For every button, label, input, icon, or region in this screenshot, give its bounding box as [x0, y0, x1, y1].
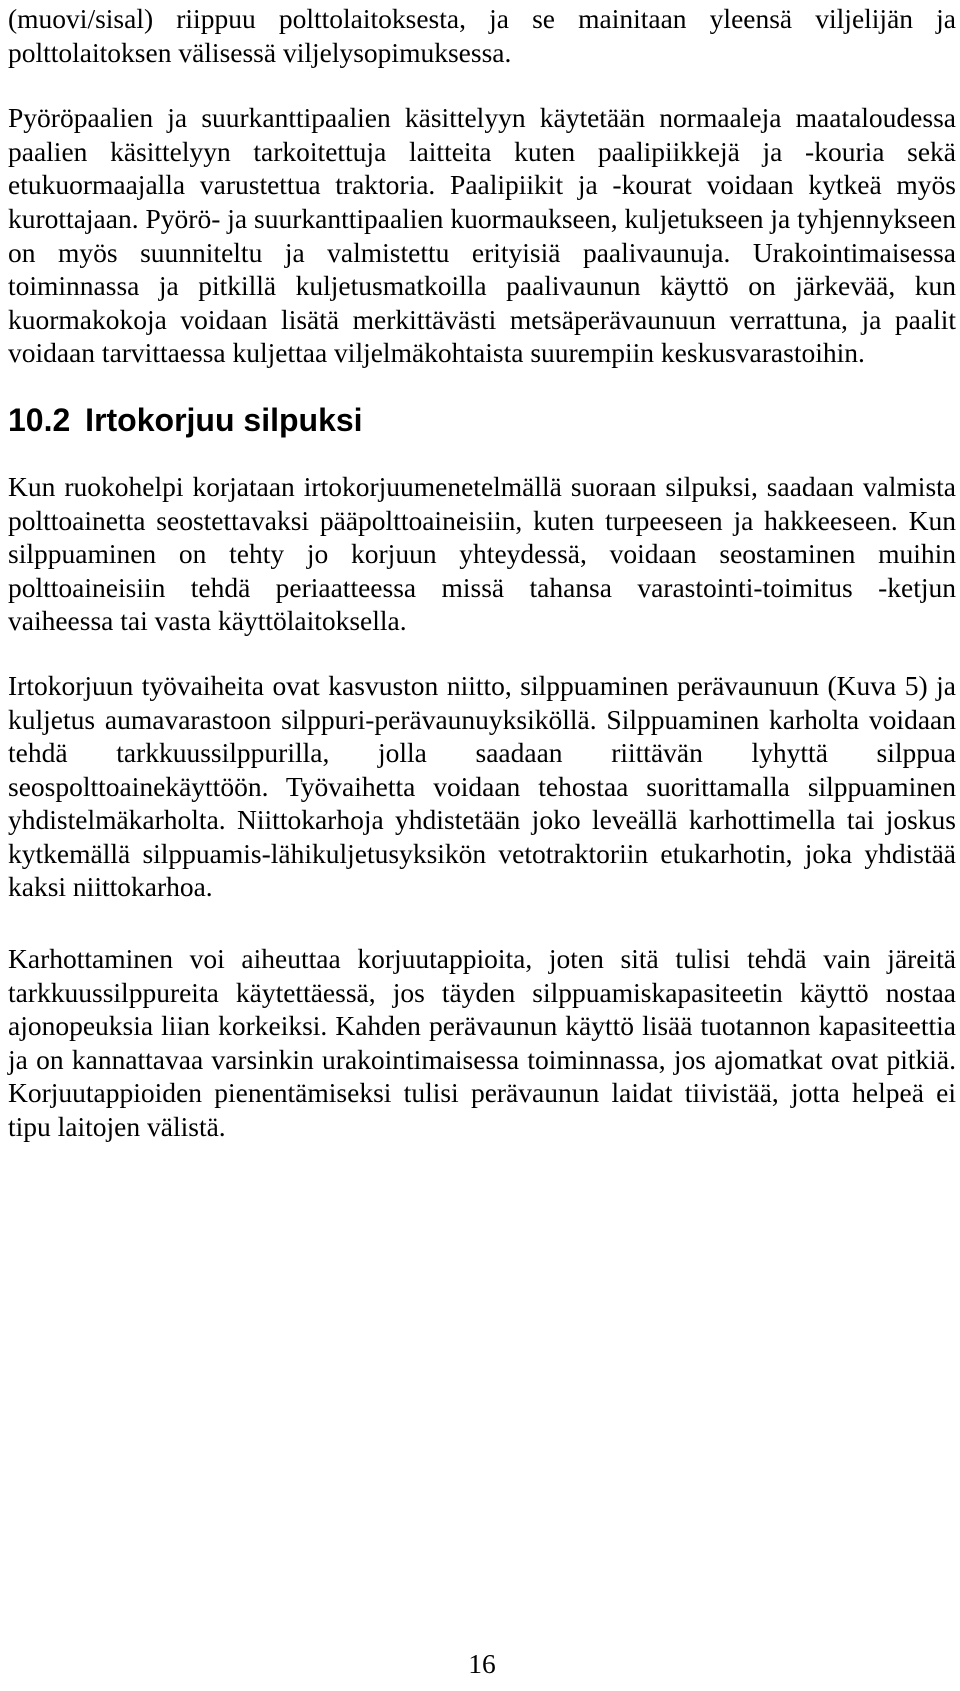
paragraph-work-phases: Irtokorjuun työvaiheita ovat kasvuston niitto, silppuaminen perävaunuun (Kuva 5) ja kuljetus aumavarastoon silppuri-perävaunuyksiköllä. Silppuaminen karholta voidaan tehdä tarkkuussilppurilla, jolla saadaan riittävän lyhyttä silppua seospolttoainekäyttöön. Työvaihetta voidaan tehostaa suorittamalla silppuaminen yhdistelmäkarholta. Niittokarhoja yhdistetään joko leveällä karhottimella tai joskus kytkemällä silppuamis-lähikuljetusyksikön vetotraktoriin etukarhotin, joka yhdistää kaksi niittokarhoa.: [8, 669, 956, 903]
document-page: [8, 0, 956, 1691]
page-number: 16: [468, 1648, 496, 1679]
section-heading: [8, 400, 956, 440]
paragraph-bale-handling: Pyöröpaalien ja suurkanttipaalien käsittelyyn käytetään normaaleja maataloudessa paalien käsittelyyn tarkoitettuja laitteita kuten paalipiikkejä ja -kouria sekä etukuormaajalla varustettua traktoria. Paalipiikit ja -kourat voidaan kytkeä myös kurottajaan. Pyörö- ja suurkanttipaalien kuormaukseen, kuljetukseen ja tyhjennykseen on myös suunniteltu ja valmistettu erityisiä paalivaunuja. Urakointimaisessa toiminnassa ja pitkillä kuljetusmatkoilla paalivaunun käyttö on järkevää, kun kuormakokoja voidaan lisätä merkittävästi metsäperävaunuun verrattuna, ja paalit voidaan tarvittaessa kuljettaa viljelmäkohtaista suurempiin keskusvarastoihin.: [8, 102, 956, 369]
paragraph-harvest-losses: Karhottaminen voi aiheuttaa korjuutappioita, joten sitä tulisi tehdä vain järeitä tarkkuussilppureita käytettäessä, jos täyden silppuamiskapasiteetin käyttö nostaa ajonopeuksia liian korkeiksi. Kahden perävaunun käyttö lisää tuotannon kapasiteettia ja on kannattavaa varsinkin urakointimaisessa toiminnassa, jos ajomatkat ovat pitkiä. Korjuutappioiden pienentämiseksi tulisi perävaunun laidat tiivistää, jotta helpeä ei tipu laitojen välistä.: [8, 943, 956, 1143]
section-number: 10.2: [8, 401, 71, 438]
section-title: Irtokorjuu silpuksi: [85, 401, 363, 438]
paragraph-continued: (muovi/sisal) riippuu polttolaitoksesta, ja se mainitaan yleensä viljelijän ja polttolaitoksen välisessä viljelysopimuksessa.: [8, 3, 956, 68]
paragraph-loose-harvest-intro: Kun ruokohelpi korjataan irtokorjuumenetelmällä suoraan silpuksi, saadaan valmista polttoainetta seostettavaksi pääpolttoaineisiin, kuten turpeeseen ja hakkeeseen. Kun silppuaminen on tehty jo korjuun yhteydessä, voidaan seostaminen muihin polttoaineisiin tehdä periaatteessa missä tahansa varastointi-toimitus -ketjun vaiheessa tai vasta käyttölaitoksella.: [8, 470, 956, 637]
